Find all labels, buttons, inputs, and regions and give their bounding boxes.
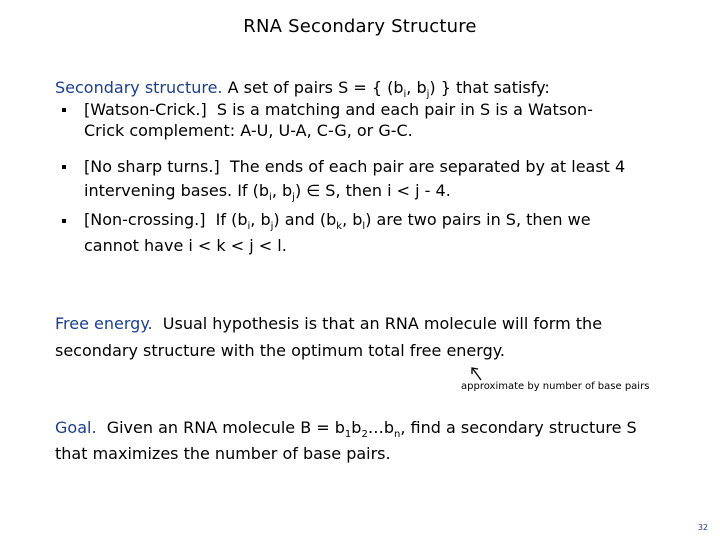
bullet-3-line-2: cannot have i < k < j < l. — [84, 236, 287, 255]
goal-sub-n: n — [393, 429, 401, 440]
goal-text-1b: b — [351, 418, 362, 437]
intro-text-part: A set of pairs S = { (b — [227, 78, 404, 97]
free-energy-label: Free energy. — [55, 314, 153, 333]
bullet-2-text-2c: ) ∈ S, then i < j - 4. — [294, 181, 451, 200]
bullet-3-text-1e: ) are two pairs in S, then we — [365, 210, 591, 229]
goal-sub-2: 2 — [361, 429, 368, 440]
bullet-icon — [62, 219, 66, 223]
goal-sub-1: 1 — [344, 429, 352, 440]
bullet-2-line-2 — [84, 181, 451, 201]
slide-title: RNA Secondary Structure — [243, 16, 477, 37]
intro-sub-i: i — [403, 89, 407, 100]
bullet-2-line-1 — [84, 157, 625, 177]
intro-text — [227, 78, 550, 100]
page-number: 32 — [697, 523, 708, 532]
free-energy-line-1 — [55, 314, 602, 334]
bullet-3-text-1d: , b — [342, 210, 363, 229]
bullet-icon — [62, 108, 66, 112]
bullet-2-text-1: The ends of each pair are separated by at least 4 — [229, 157, 626, 176]
bullet-2-sub-i: i — [269, 192, 272, 203]
free-energy-line-2: secondary structure with the optimum total free energy. — [55, 341, 505, 360]
bullet-1-head: [Watson-Crick.] — [84, 100, 207, 119]
bullet-3-sub-l: l — [362, 221, 366, 232]
bullet-3-head: [Non-crossing.] — [84, 210, 206, 229]
bullet-2-text-2b: , b — [271, 181, 293, 200]
bullet-3-text-1a: If (b — [215, 210, 248, 229]
secondary-structure-label: Secondary structure. — [55, 78, 223, 97]
bullet-2-text-2a: intervening bases. If (b — [84, 181, 270, 200]
goal-line-2: that maximizes the number of base pairs. — [55, 444, 391, 463]
goal-text-1a: Given an RNA molecule B = b — [106, 418, 345, 437]
bullet-3-line-1 — [84, 210, 591, 230]
intro-sub-j: j — [426, 89, 430, 100]
intro-line — [55, 78, 550, 98]
bullet-2-head: [No sharp turns.] — [84, 157, 220, 176]
bullet-3-sub-i: i — [247, 221, 251, 232]
free-energy-note: approximate by number of base pairs — [461, 381, 650, 392]
free-energy-text-1: Usual hypothesis is that an RNA molecule will form the — [162, 314, 603, 333]
bullet-1-text-1: S is a matching and each pair in S is a Watson- — [216, 100, 593, 119]
bullet-3-text-1c: ) and (b — [273, 210, 337, 229]
bullet-icon — [62, 165, 66, 169]
goal-text-1c: …b — [367, 418, 394, 437]
intro-text-mid: , b — [406, 78, 427, 97]
bullet-3-text-1b: , b — [250, 210, 271, 229]
goal-line-1 — [55, 418, 637, 438]
annotation-arrow-icon — [470, 366, 484, 382]
intro-text-end: ) } that satisfy: — [429, 78, 550, 97]
goal-text-1d: , find a secondary structure S — [400, 418, 637, 437]
bullet-1-line-2: Crick complement: A-U, U-A, C-G, or G-C. — [84, 121, 413, 140]
bullet-1-line-1 — [84, 100, 593, 120]
goal-label: Goal. — [55, 418, 97, 437]
bullet-2-sub-j: j — [292, 192, 295, 203]
bullet-3-sub-k: k — [336, 221, 343, 232]
bullet-3-sub-j: j — [270, 221, 274, 232]
